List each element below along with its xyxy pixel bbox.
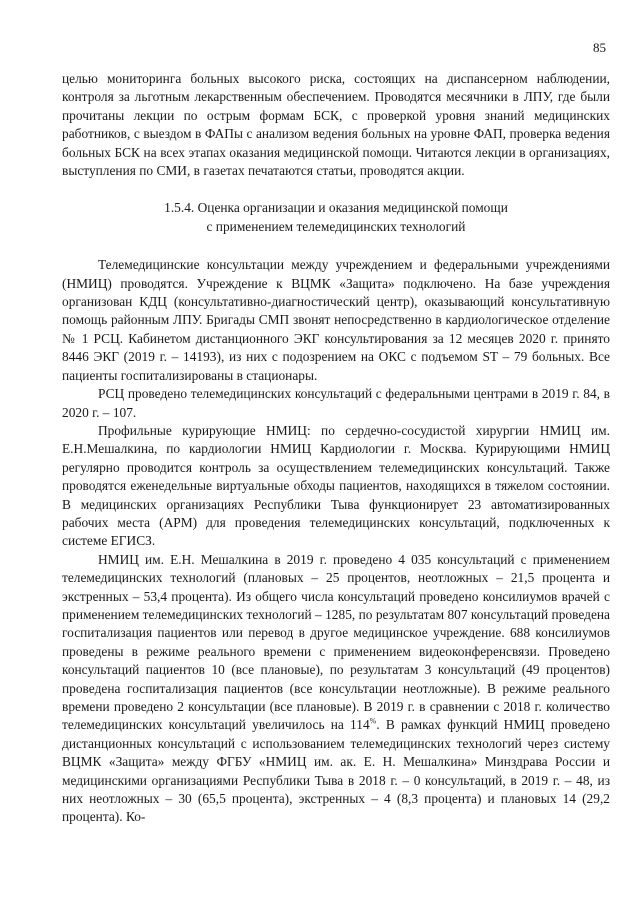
intro-paragraph: целью мониторинга больных высокого риска, состоящих на диспансерном наблюдении, контроля за льготным лекарственным обеспечением. Проводятся месячники в ЛПУ, где были прочитаны лекции по острым формам БСК, с проверкой уровня знаний медицинских работников, с выездом в ФАПы с анализом ведения больных на уровне ФАП, проверка ведения больных БСК на всех этапах оказания медицинской помощи. Читаются лекции в организациях, выступления по СМИ, в газетах печатаются статьи, проводятся акции.: [62, 71, 610, 179]
paragraph-meshalkin-nmic: [62, 551, 610, 827]
meshalkin-text-part-1: НМИЦ им. Е.Н. Мешалкина в 2019 г. проведено 4 035 консультаций с применением телемедицинских технологий (плановых – 25 процентов, неотложных – 21,5 процента и экстренных – 53,4 процента). Из общего числа консультаций проведено консилиумов врачей с применением телемедицинских технологий – 1285, по результатам 807 консультаций проведена госпитализация пациентов или перевод в другое медицинское учреждение. 688 консилиумов проведены в режиме реального времени с применением видеоконференсвязи. Проведено консультаций пациентов 10 (все плановые), по результатам 3 консультаций (49 процентов) проведена госпитализация пациентов (все консультации неотложные). В режиме реального времени проведено 2 консультации (все плановые). В 2019 г. в сравнении с 2018 г. количество телемедицинских консультаций увеличилось на 114: [62, 551, 610, 733]
paragraph-telemedicine-consultations: Телемедицинские консультации между учреждением и федеральными учреждениями (НМИЦ) проводятся. Учреждение к ВЦМК «Защита» подключено. На базе учреждения организован КДЦ (консультативно-диагностический центр), оказывающий консультативную помощь районным ЛПУ. Бригады СМП звонят непосредственно в кардиологическое отделение № 1 РСЦ. Кабинетом дистанционного ЭКГ консультирования за 12 месяцев 2020 г. принято 8446 ЭКГ (2019 г. – 14193), из них с подозрением на ОКС с подъемом ST – 79 больных. Все пациенты госпитализированы в стационары.: [62, 257, 610, 383]
percent-superscript: %: [369, 716, 377, 726]
paragraph-profile-nmic: Профильные курирующие НМИЦ: по сердечно-сосудистой хирургии НМИЦ им. Е.Н.Мешалкина, по кардиологии НМИЦ Кардиологии г. Москва. Курирующими НМИЦ регулярно проводится контроль за осуществлением телемедицинских консультаций. Также проводятся еженедельные виртуальные обходы пациентов, находящихся в тяжелом состоянии. В медицинских организациях Республики Тыва функционирует 23 автоматизированных рабочих места (АРМ) для проведения телемедицинских консультаций, подключенных к системе ЕГИСЗ.: [62, 422, 610, 549]
section-heading: [62, 199, 610, 236]
section-heading-line-2: с применением телемедицинских технологий: [206, 218, 466, 234]
page-number: 85: [593, 40, 606, 55]
page-body: [62, 70, 610, 827]
meshalkin-text-part-2: . В рамках функций НМИЦ проведено дистанционных консультаций с использованием телемедицинских технологий через систему ВЦМК «Защита» между ФГБУ «НМИЦ им. ак. Е. Н. Мешалкина» Минздрава России и медицинскими организациями Республики Тыва в 2018 г. – 0 консультаций, в 2019 г. – 48, из них неотложных – 30 (65,5 процента), экстренных – 4 (8,3 процента) и плановых 14 (29,2 процента). Ко-: [62, 717, 610, 825]
section-heading-line-1: 1.5.4. Оценка организации и оказания медицинской помощи: [164, 200, 508, 216]
paragraph-rsc-consultations: РСЦ проведено телемедицинских консультаций с федеральными центрами в 2019 г. 84, в 2020 г. – 107.: [62, 386, 610, 420]
